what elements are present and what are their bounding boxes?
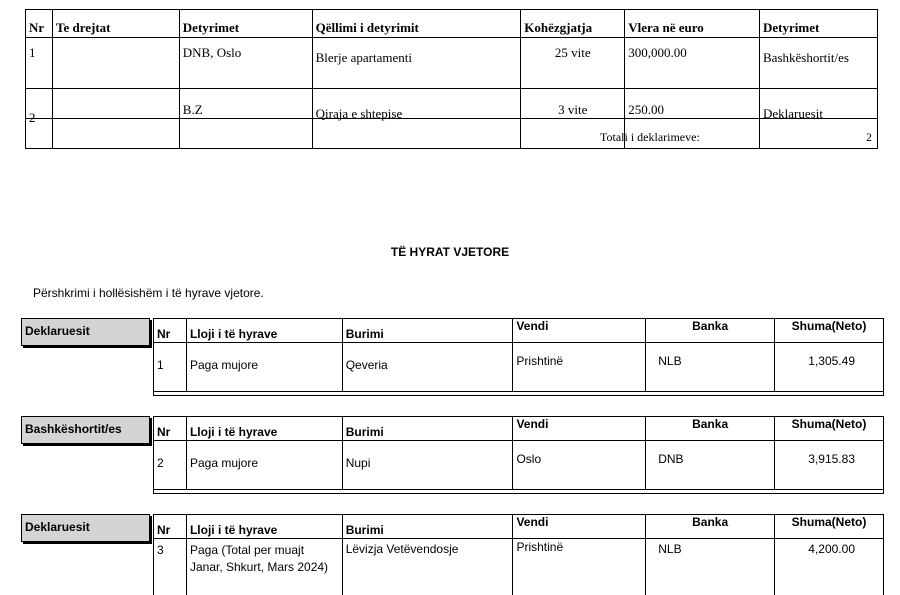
income-table (153, 318, 884, 392)
table-row (154, 441, 884, 490)
table-footer-rule (153, 391, 884, 396)
obligations-header-row (26, 10, 878, 38)
declarant-label: Bashkëshortit/es (21, 416, 150, 444)
cell-banka: DNB (646, 441, 775, 490)
header-qellimi: Qëllimi i detyrimit (312, 10, 521, 38)
table-row (154, 343, 884, 392)
obligations-table (25, 9, 878, 149)
header-shuma: Shuma(Neto) (775, 417, 884, 441)
total-label: Totali i deklarimeve: (600, 130, 700, 144)
cell-vendi: Oslo (513, 441, 646, 490)
cell-lloji: Paga (Total per muajt Janar, Shkurt, Mars 2024) (186, 539, 342, 595)
cell-kohezgjatja: 3 vite (521, 89, 625, 149)
header-nr: Nr (154, 319, 187, 343)
header-banka: Banka (646, 319, 775, 343)
income-block (21, 318, 886, 404)
header-kohezgjatja: Kohëzgjatja (521, 10, 625, 38)
cell-kohezgjatja: 25 vite (521, 38, 625, 89)
header-nr: Nr (154, 515, 187, 539)
header-detyrimet-2: Detyrimet (760, 10, 878, 38)
income-header-row (154, 319, 884, 343)
header-lloji: Lloji i të hyrave (186, 515, 342, 539)
cell-nr: 2 (154, 441, 187, 490)
cell-nr: 1 (26, 38, 53, 89)
header-detyrimet: Detyrimet (179, 10, 312, 38)
table-row (154, 539, 884, 595)
cell-te-drejtat (52, 38, 179, 89)
cell-shuma: 3,915.83 (775, 441, 884, 490)
income-table (153, 514, 884, 595)
cell-qellimi: Qiraja e shtepise (312, 89, 521, 149)
header-nr: Nr (154, 417, 187, 441)
header-nr: Nr (26, 10, 53, 38)
cell-detyrimet-2: Deklaruesit (760, 89, 878, 149)
cell-lloji: Paga mujore (186, 343, 342, 392)
header-te-drejtat: Te drejtat (52, 10, 179, 38)
total-declarations (600, 130, 872, 145)
cell-burimi: Nupi (342, 441, 513, 490)
cell-vlera: 250.00 (625, 89, 760, 149)
header-vendi: Vendi (513, 417, 646, 441)
section-description: Përshkrimi i hollësishëm i të hyrave vjetore. (33, 286, 264, 300)
table-bottom-rule (25, 118, 878, 119)
declarant-label: Deklaruesit (21, 514, 150, 542)
cell-vlera: 300,000.00 (625, 38, 760, 89)
cell-nr: 2 (26, 89, 53, 149)
cell-burimi: Lëvizja Vetëvendosje (342, 539, 513, 595)
header-shuma: Shuma(Neto) (775, 515, 884, 539)
header-vlera: Vlera në euro (625, 10, 760, 38)
header-lloji: Lloji i të hyrave (186, 319, 342, 343)
income-header-row (154, 515, 884, 539)
header-banka: Banka (646, 417, 775, 441)
income-block (21, 514, 886, 595)
total-value: 2 (866, 130, 872, 144)
header-vendi: Vendi (513, 319, 646, 343)
cell-banka: NLB (646, 539, 775, 595)
header-shuma: Shuma(Neto) (775, 319, 884, 343)
header-banka: Banka (646, 515, 775, 539)
cell-vendi: Prishtinë (513, 539, 646, 595)
cell-shuma: 4,200.00 (775, 539, 884, 595)
income-header-row (154, 417, 884, 441)
header-burimi: Burimi (342, 417, 513, 441)
header-burimi: Burimi (342, 319, 513, 343)
cell-burimi: Qeveria (342, 343, 513, 392)
header-vendi: Vendi (513, 515, 646, 539)
cell-banka: NLB (646, 343, 775, 392)
cell-nr: 3 (154, 539, 187, 595)
cell-detyrimet: B.Z (179, 89, 312, 149)
cell-shuma: 1,305.49 (775, 343, 884, 392)
declarant-label: Deklaruesit (21, 318, 150, 346)
cell-qellimi: Blerje apartamenti (312, 38, 521, 89)
header-lloji: Lloji i të hyrave (186, 417, 342, 441)
cell-detyrimet-2: Bashkëshortit/es (760, 38, 878, 89)
cell-vendi: Prishtinë (513, 343, 646, 392)
cell-detyrimet: DNB, Oslo (179, 38, 312, 89)
section-title: TË HYRAT VJETORE (390, 245, 510, 259)
header-burimi: Burimi (342, 515, 513, 539)
table-footer-rule (153, 489, 884, 494)
cell-nr: 1 (154, 343, 187, 392)
income-table (153, 416, 884, 490)
table-row (26, 38, 878, 89)
cell-lloji: Paga mujore (186, 441, 342, 490)
income-block (21, 416, 886, 502)
